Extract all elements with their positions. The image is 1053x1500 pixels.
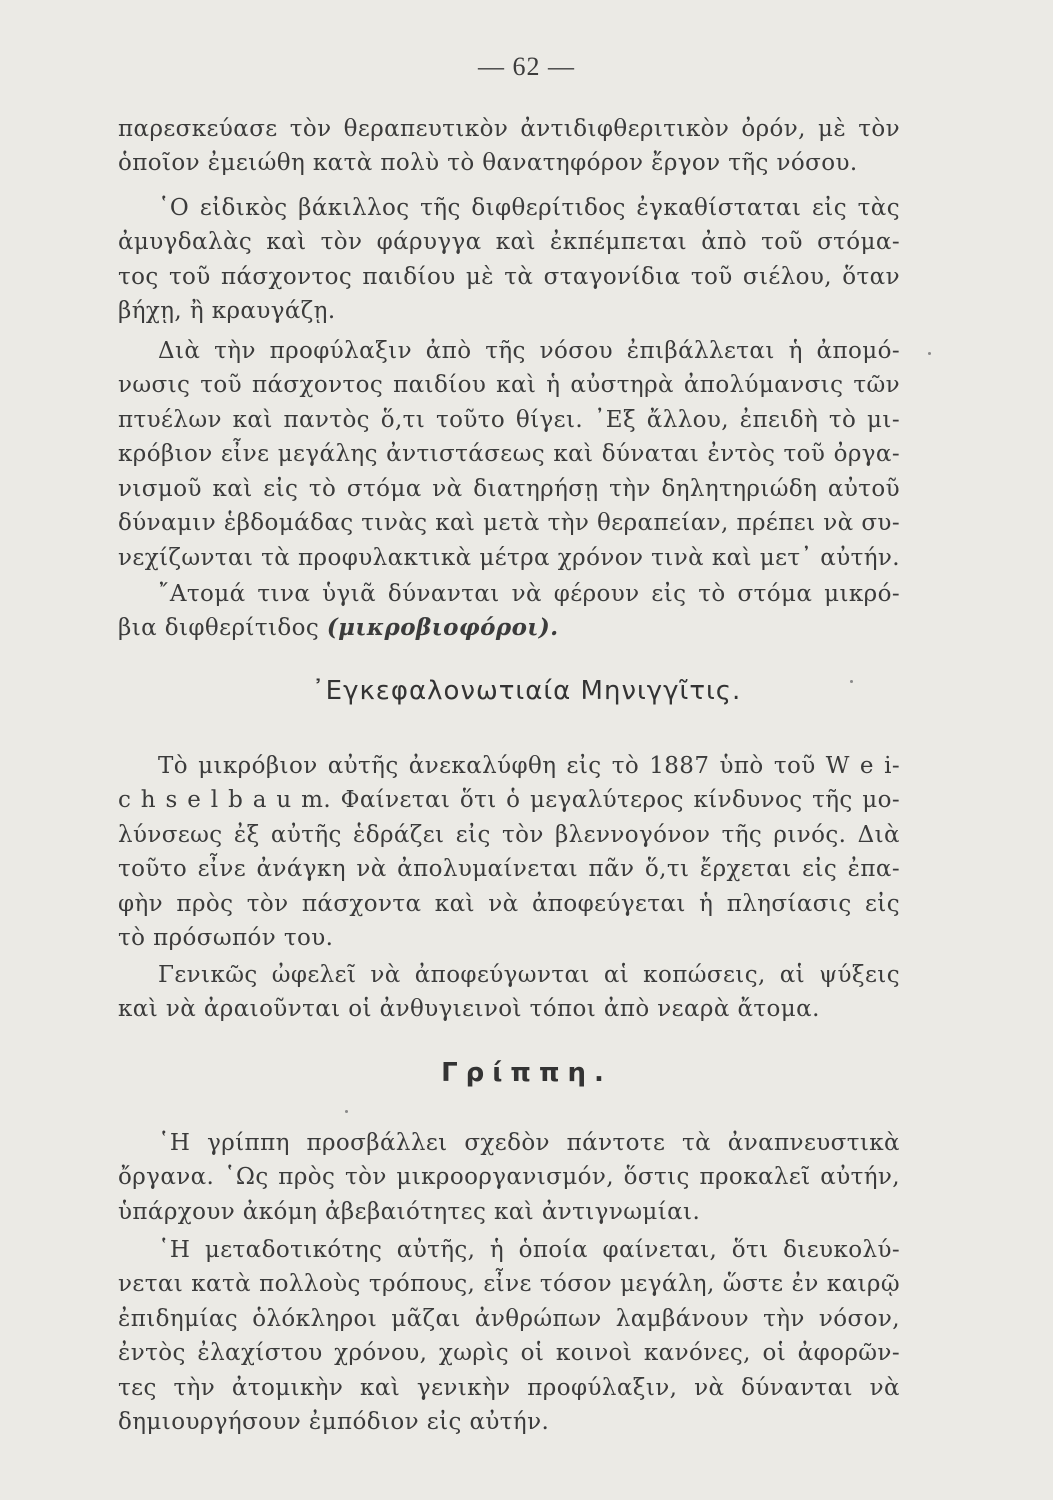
text-line: τὸ πρόσωπόν του. (118, 925, 334, 951)
text-line: κρόβιον εἶνε μεγάλης ἀντιστάσεως καὶ δύναται ἐντὸς τοῦ ὀργα- (118, 441, 900, 467)
text-line: δύναμιν ἑβδομάδας τινὰς καὶ μετὰ τὴν θεραπείαν, πρέπει νὰ συ- (118, 510, 900, 536)
text-line: ῎Ατομά τινα ὑγιᾶ δύνανται νὰ φέρουν εἰς τὸ στόμα μικρό- (158, 581, 900, 607)
text-line: τες τὴν ἀτομικὴν καὶ γενικὴν προφύλαξιν, νὰ δύνανται νὰ (118, 1375, 900, 1401)
text-line: καὶ νὰ ἀραιοῦνται οἱ ἀνθυγιεινοὶ τόποι ἀπὸ νεαρὰ ἄτομα. (118, 996, 820, 1022)
text-line: c h s e l b a u m. Φαίνεται ὅτι ὁ μεγαλύτερος κίνδυνος τῆς μο- (118, 787, 900, 813)
text-line: ὑπάρχουν ἀκόμη ἀβεβαιότητες καὶ ἀντιγνωμίαι. (118, 1199, 701, 1225)
text-line: νεχίζωνται τὰ προφυλακτικὰ μέτρα χρόνον τινὰ καὶ μετ᾿ αὐτήν. (118, 545, 900, 571)
text-line: Γενικῶς ὠφελεῖ νὰ ἀποφεύγωνται αἱ κοπώσεις, αἱ ψύξεις (158, 962, 900, 988)
emphasis-term: (μικροβιοφόροι). (326, 614, 559, 641)
print-speck (345, 1110, 348, 1113)
text-line: ὄργανα. ῾Ως πρὸς τὸν μικροοργανισμόν, ὅστις προκαλεῖ αὐτήν, (118, 1164, 900, 1190)
text-line: νεται κατὰ πολλοὺς τρόπους, εἶνε τόσον μεγάλη, ὥστε ἐν καιρῷ (118, 1271, 900, 1297)
text-line: ἐντὸς ἐλαχίστου χρόνου, χωρὶς οἱ κοινοὶ κανόνες, οἱ ἀφορῶν- (118, 1340, 900, 1366)
text-line: παρεσκεύασε τὸν θεραπευτικὸν ἀντιδιφθεριτικὸν ὀρόν, μὲ τὸν (118, 116, 900, 142)
text-line: ἐπιδημίας ὁλόκληροι μᾶζαι ἀνθρώπων λαμβάνουν τὴν νόσον, (118, 1306, 900, 1332)
text-line: ἀμυγδαλὰς καὶ τὸν φάρυγγα καὶ ἐκπέμπεται ἀπὸ τοῦ στόμα- (118, 229, 900, 255)
print-speck (850, 680, 853, 683)
text-line: φὴν πρὸς τὸν πάσχοντα καὶ νὰ ἀποφεύγεται ἡ πλησίασις εἰς (118, 891, 900, 917)
text-line: νισμοῦ καὶ εἰς τὸ στόμα νὰ διατηρήσῃ τὴν δηλητηριώδη αὐτοῦ (118, 476, 900, 502)
section-heading-meningitis: ᾿Εγκεφαλονωτιαία Μηνιγγῖτις. (311, 676, 742, 706)
text-line: Τὸ μικρόβιον αὐτῆς ἀνεκαλύφθη εἰς τὸ 1887 ὑπὸ τοῦ W e i- (158, 753, 900, 779)
text-line-prefix: βια διφθερίτιδος (118, 615, 327, 641)
page-number: — 62 — (478, 52, 575, 81)
text-line: λύνσεως ἐξ αὐτῆς ἑδράζει εἰς τὸν βλεννογόνον τῆς ρινός. Διὰ (118, 822, 900, 848)
section-heading-influenza: Γρίππη. (441, 1058, 612, 1088)
text-line: βήχῃ, ἢ κραυγάζῃ. (118, 298, 336, 324)
text-line (118, 611, 559, 645)
text-line: τος τοῦ πάσχοντος παιδίου μὲ τὰ σταγονίδια τοῦ σιέλου, ὅταν (118, 264, 900, 290)
text-line: πτυέλων καὶ παντὸς ὅ,τι τοῦτο θίγει. ᾿Εξ ἄλλου, ἐπειδὴ τὸ μι- (118, 407, 900, 433)
print-speck (928, 352, 931, 355)
text-line: Διὰ τὴν προφύλαξιν ἀπὸ τῆς νόσου ἐπιβάλλεται ἡ ἀπομό- (158, 338, 900, 364)
text-line: ῾Η μεταδοτικότης αὐτῆς, ἡ ὁποία φαίνεται, ὅτι διευκολύ- (158, 1237, 900, 1263)
text-line: τοῦτο εἶνε ἀνάγκη νὰ ἀπολυμαίνεται πᾶν ὅ,τι ἔρχεται εἰς ἐπα- (118, 856, 900, 882)
text-line: ὁποῖον ἐμειώθη κατὰ πολὺ τὸ θανατηφόρον ἔργον τῆς νόσου. (118, 150, 858, 176)
text-line: νωσις τοῦ πάσχοντος παιδίου καὶ ἡ αὐστηρὰ ἀπολύμανσις τῶν (118, 372, 900, 398)
text-line: δημιουργήσουν ἐμπόδιον εἰς αὐτήν. (118, 1409, 550, 1435)
text-line: ῾Ο εἰδικὸς βάκιλλος τῆς διφθερίτιδος ἐγκαθίσταται εἰς τὰς (158, 195, 900, 221)
text-line: ῾Η γρίππη προσβάλλει σχεδὸν πάντοτε τὰ ἀναπνευστικὰ (158, 1130, 900, 1156)
